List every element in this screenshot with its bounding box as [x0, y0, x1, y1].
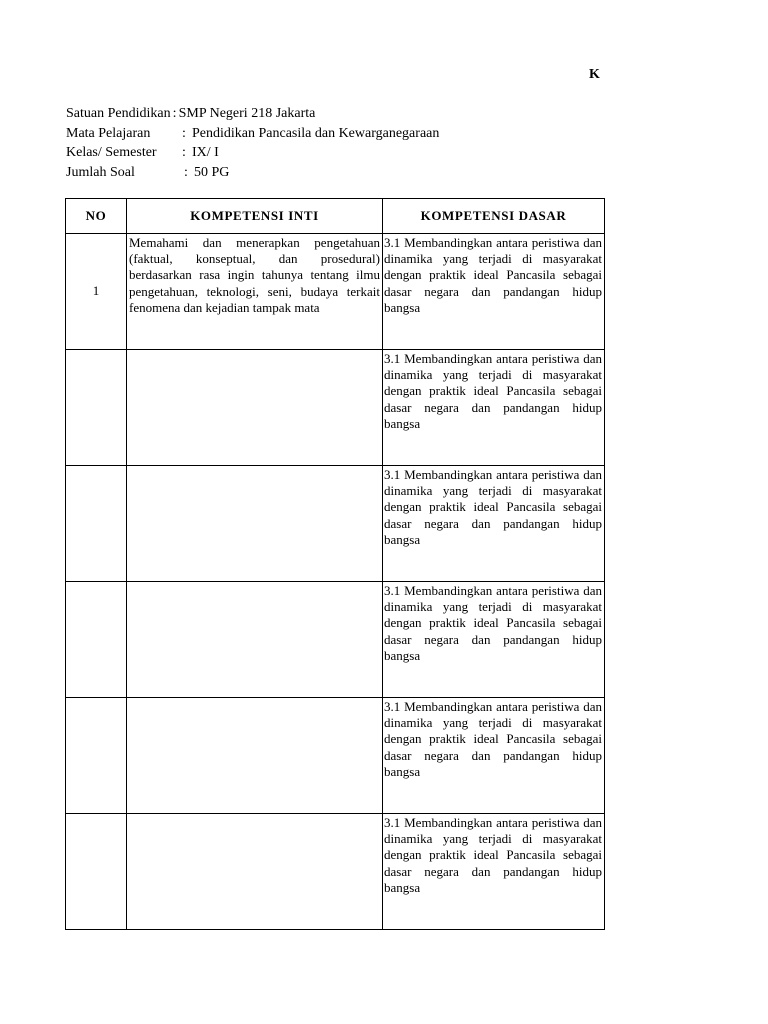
table-header-row: [66, 199, 605, 234]
cell-no: [66, 698, 127, 814]
cell-kompetensi-dasar: 3.1 Membandingkan antara peristiwa dan dinamika yang terjadi di masyarakat dengan praktik ideal Pancasila sebagai dasar negara dan pandangan hidup bangsa: [383, 698, 605, 814]
cell-no: [66, 582, 127, 698]
cell-kompetensi-inti: [127, 698, 383, 814]
table-row: [66, 582, 605, 698]
cell-kompetensi-inti: [127, 466, 383, 582]
cell-kompetensi-inti: [127, 582, 383, 698]
info-row-class: [66, 143, 439, 163]
page-header-letter: K: [589, 67, 601, 82]
info-label: Jumlah Soal: [66, 164, 135, 180]
info-label: Satuan Pendidikan: [66, 106, 171, 121]
info-separator: :: [182, 145, 186, 160]
header-no: NO: [66, 199, 127, 234]
table-row: [66, 698, 605, 814]
header-kompetensi-inti: KOMPETENSI INTI: [127, 199, 383, 234]
header-kompetensi-dasar: KOMPETENSI DASAR: [383, 199, 605, 234]
cell-kompetensi-inti: [127, 814, 383, 930]
info-value: SMP Negeri 218 Jakarta: [178, 106, 316, 121]
info-row-questions: [66, 163, 439, 183]
cell-no: 1: [66, 234, 127, 350]
cell-kompetensi-dasar: 3.1 Membandingkan antara peristiwa dan dinamika yang terjadi di masyarakat dengan praktik ideal Pancasila sebagai dasar negara dan pandangan hidup bangsa: [383, 234, 605, 350]
info-row-school: [66, 104, 439, 124]
cell-kompetensi-inti: [127, 350, 383, 466]
table-row: [66, 814, 605, 930]
cell-no: [66, 814, 127, 930]
cell-kompetensi-dasar: 3.1 Membandingkan antara peristiwa dan dinamika yang terjadi di masyarakat dengan praktik ideal Pancasila sebagai dasar negara dan pandangan hidup bangsa: [383, 466, 605, 582]
competency-table: [65, 198, 605, 930]
info-row-subject: [66, 124, 439, 144]
cell-kompetensi-dasar: 3.1 Membandingkan antara peristiwa dan dinamika yang terjadi di masyarakat dengan praktik ideal Pancasila sebagai dasar negara dan pandangan hidup bangsa: [383, 350, 605, 466]
table-row: [66, 466, 605, 582]
info-value: IX/ I: [192, 145, 219, 160]
table-row: [66, 234, 605, 350]
info-label: Mata Pelajaran: [66, 125, 151, 141]
info-separator: :: [182, 125, 186, 141]
info-separator: :: [172, 106, 177, 121]
cell-no: [66, 350, 127, 466]
cell-no: [66, 466, 127, 582]
info-separator: :: [184, 164, 188, 180]
cell-kompetensi-inti: Memahami dan menerapkan pengetahuan (faktual, konseptual, dan prosedural) berdasarkan rasa ingin tahunya tentang ilmu pengetahuan, teknologi, seni, budaya terkait fenomena dan kejadian tampak mata: [127, 234, 383, 350]
cell-kompetensi-dasar: 3.1 Membandingkan antara peristiwa dan dinamika yang terjadi di masyarakat dengan praktik ideal Pancasila sebagai dasar negara dan pandangan hidup bangsa: [383, 814, 605, 930]
info-label: Kelas/ Semester: [66, 145, 157, 160]
document-info: [66, 104, 439, 182]
cell-kompetensi-dasar: 3.1 Membandingkan antara peristiwa dan dinamika yang terjadi di masyarakat dengan praktik ideal Pancasila sebagai dasar negara dan pandangan hidup bangsa: [383, 582, 605, 698]
table-row: [66, 350, 605, 466]
info-value: Pendidikan Pancasila dan Kewarganegaraan: [192, 125, 440, 141]
info-value: 50 PG: [194, 164, 230, 180]
